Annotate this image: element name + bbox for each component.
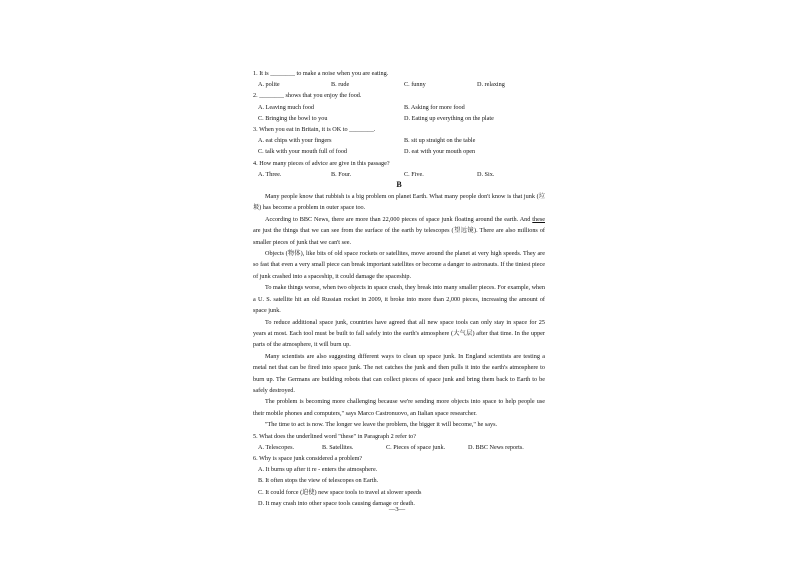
- question-2-options-row2: [253, 113, 545, 124]
- paragraph-6: Many scientists are also suggesting different ways to clean up space junk. In England scientists are testing a metal net that can be fired into space junk. The net catches the junk and then pulls it into the earth's atmosphere to burn up. The Germans are building robots that can collect pieces of space junk and bring them back to Earth to be safely destroyed.: [253, 352, 545, 394]
- question-5-stem: 5. What does the underlined word "these" in Paragraph 2 refer to?: [253, 432, 417, 440]
- paragraph-2: [253, 214, 545, 248]
- question-4-stem: 4. How many pieces of advice are give in this passage?: [253, 159, 390, 167]
- paragraph-2-part-a: According to BBC News, there are more than 22,000 pieces of space junk floating around the earth. And: [265, 215, 533, 223]
- option: D. Six.: [477, 170, 495, 178]
- option: B. rude: [331, 81, 350, 89]
- option: C. talk with your mouth full of food: [258, 148, 348, 156]
- question-2-stem: 2. ________ shows that you enjoy the food.: [253, 92, 362, 100]
- option: C. funny: [404, 81, 426, 89]
- question-3-options-row2: [253, 146, 545, 157]
- question-2-options-row1: [253, 102, 545, 113]
- underlined-word: these: [532, 215, 545, 223]
- option: A. Telescopes.: [258, 443, 295, 451]
- option: D. BBC News reports.: [468, 443, 524, 451]
- paragraph-7: The problem is becoming more challenging because we're sending more objects into space to help people use their mobile phones and computers," says Marco Castronuovo, an Italian space researcher.: [253, 398, 545, 417]
- paragraph-2-part-b: are just the things that we can see from the surface of the earth by telescopes (望远镜). There are also millions of smaller pieces of junk that we can't see.: [253, 227, 545, 246]
- option: A. eat chips with your fingers: [258, 137, 332, 145]
- option: D. Eating up everything on the plate: [404, 114, 494, 122]
- option: D. eat with your mouth open: [404, 148, 476, 156]
- option: B. Four.: [331, 170, 352, 178]
- option: C. Bringing the bowl to you: [258, 114, 328, 122]
- option: A. polite: [258, 81, 280, 89]
- paragraph-5: To reduce additional space junk, countries have agreed that all new space tools can only stay in space for 25 years at most. Each tool must be built to fall safely into the earth's atmosphere (大气层) after that time. In the upper parts of the atmosphere, it will burn up.: [253, 318, 545, 349]
- option: A. Leaving much food: [258, 103, 315, 111]
- paragraph-1: Many people know that rubbish is a big problem on planet Earth. What many people don't know is that junk (垃圾) has become a problem in outer space too.: [253, 193, 545, 212]
- option: C. Five.: [404, 170, 424, 178]
- option: B. It often stops the view of telescopes on Earth.: [258, 477, 379, 485]
- option: B. sit up straight on the table: [404, 137, 476, 145]
- question-5-options: [253, 442, 545, 453]
- question-3-stem: 3. When you eat in Britain, it is OK to ________.: [253, 126, 376, 134]
- option: A. Three.: [258, 170, 282, 178]
- page-content: [253, 68, 545, 509]
- option: A. It burns up after it re - enters the atmosphere.: [258, 466, 378, 474]
- paragraph-3: Objects (物体), like bits of old space rockets or satellites, move around the planet at very high speeds. They are so fast that even a very small piece can break important satellites or become a danger to astronauts. If the tiniest piece of junk crashed into a spaceship, it could damage the spaceship.: [253, 250, 545, 280]
- paragraph-4: To make things worse, when two objects in space crash, they break into many smaller pieces. For example, when a U. S. satellite hit an old Russian rocket in 2009, it broke into more than 2,000 pieces, increasing the amount of space junk.: [253, 284, 545, 315]
- question-1-stem: 1. It is ________ to make a noise when you are eating.: [253, 70, 389, 77]
- section-heading: B: [396, 180, 402, 190]
- option: B. Asking for more food: [404, 103, 465, 111]
- option: C. It could force (迫使) new space tools to travel at slower speeds: [258, 488, 422, 496]
- option: D. It may crash into other space tools causing damage or death.: [258, 499, 415, 507]
- option: C. Pieces of space junk.: [386, 443, 446, 451]
- option: B. Satellites.: [322, 443, 354, 451]
- question-1-options: [253, 79, 545, 90]
- page-number: —3—: [388, 506, 406, 513]
- question-6-stem: 6. Why is space junk considered a problem?: [253, 454, 363, 462]
- paragraph-8: "The time to act is now. The longer we leave the problem, the bigger it will become," he says.: [265, 421, 498, 429]
- option: D. relaxing: [477, 81, 505, 89]
- question-3-options-row1: [253, 135, 545, 146]
